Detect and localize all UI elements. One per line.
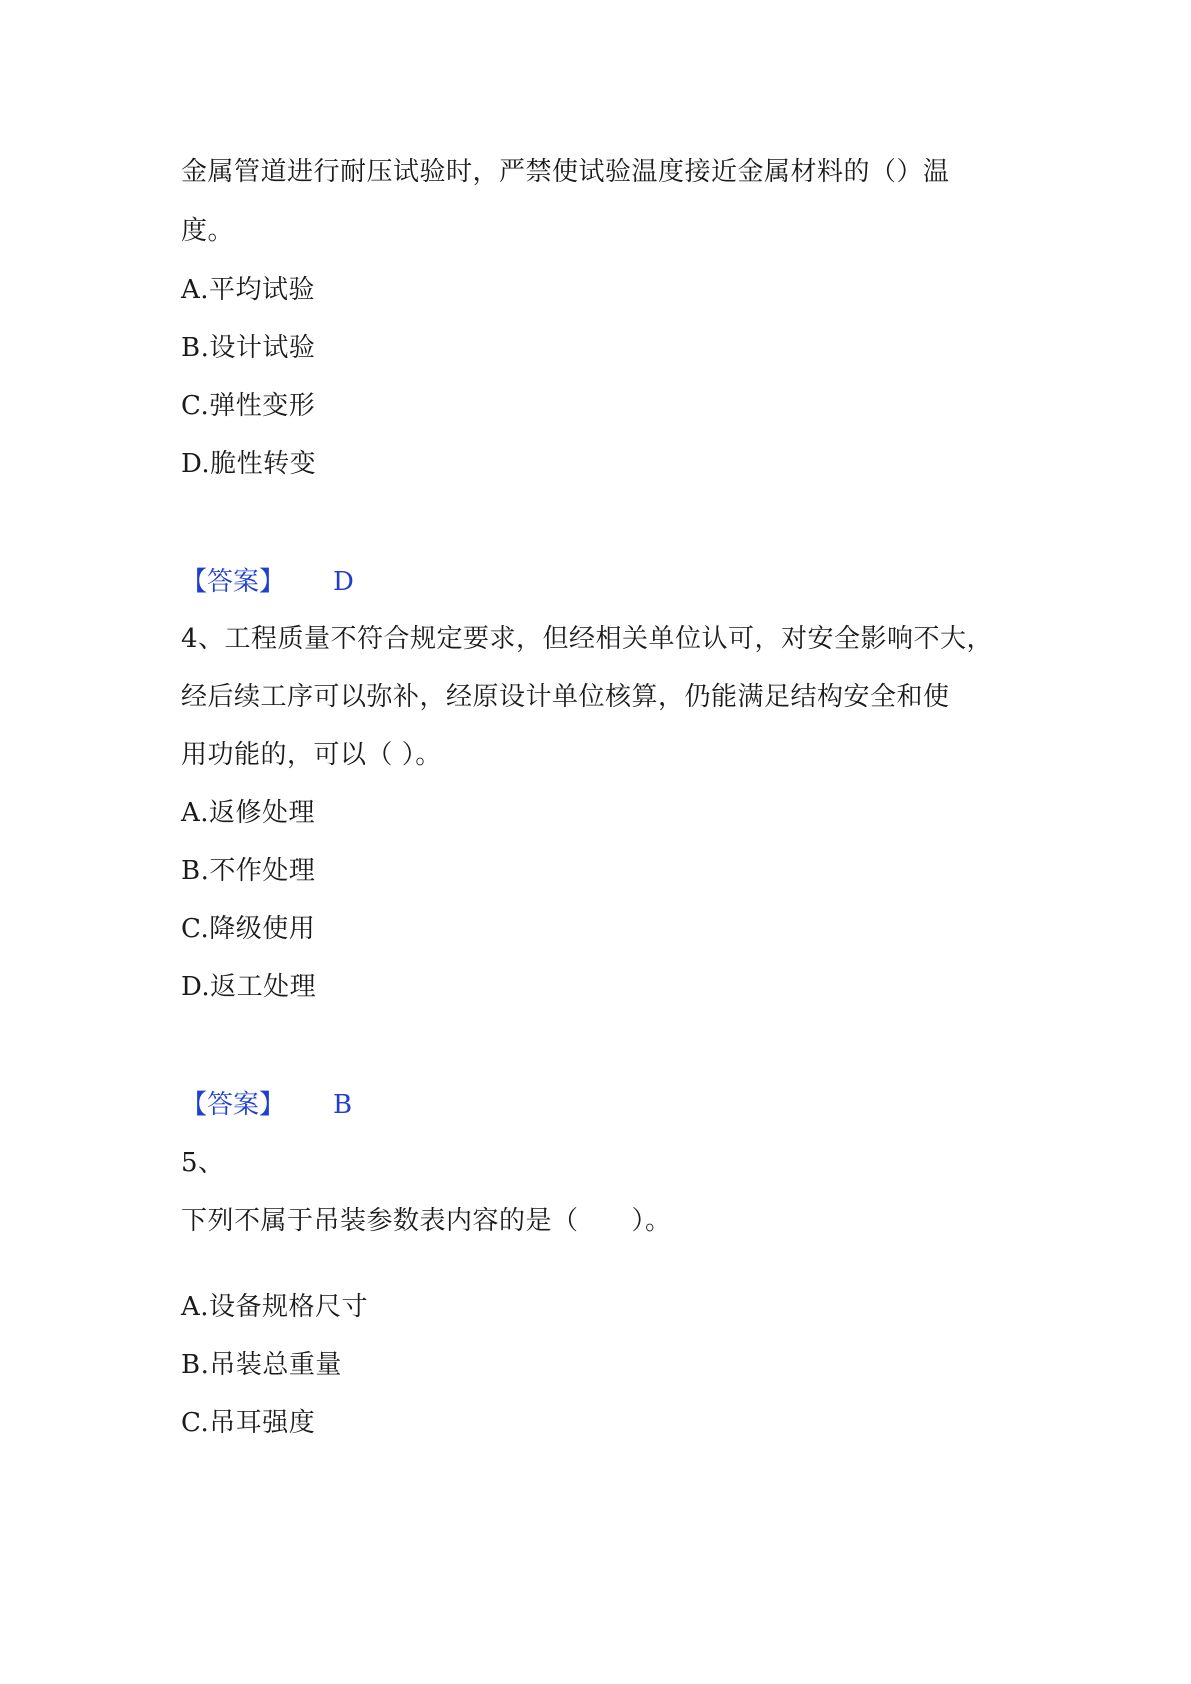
q4-stem-line-1: 4、工程质量不符合规定要求，但经相关单位认可，对安全影响不大， xyxy=(181,624,994,654)
q3-option-b: B.设计试验 xyxy=(181,333,316,363)
q5-option-a: A.设备规格尺寸 xyxy=(181,1292,369,1322)
q3-option-d: D.脆性转变 xyxy=(181,449,317,479)
q5-option-b: B.吊装总重量 xyxy=(181,1350,342,1380)
q4-answer-label: 【答案】 xyxy=(181,1090,286,1120)
q3-answer-value: D xyxy=(333,567,354,597)
q4-option-a: A.返修处理 xyxy=(181,798,316,828)
q4-answer xyxy=(181,1088,353,1122)
q5-number: 5、 xyxy=(181,1148,225,1178)
q4-option-d: D.返工处理 xyxy=(181,972,317,1002)
q3-option-c: C.弹性变形 xyxy=(181,391,316,421)
q4-stem-line-3: 用功能的，可以（ ）。 xyxy=(181,740,442,770)
q3-stem-line-1: 金属管道进行耐压试验时，严禁使试验温度接近金属材料的（）温 xyxy=(181,157,950,187)
q3-answer-label: 【答案】 xyxy=(181,567,286,597)
q4-stem-line-2: 经后续工序可以弥补，经原设计单位核算，仍能满足结构安全和使 xyxy=(181,682,950,712)
q3-answer xyxy=(181,565,354,599)
q4-option-b: B.不作处理 xyxy=(181,856,316,886)
q5-stem-line-1: 下列不属于吊装参数表内容的是（ ）。 xyxy=(181,1206,672,1236)
q4-option-c: C.降级使用 xyxy=(181,914,316,944)
q5-option-c: C.吊耳强度 xyxy=(181,1408,316,1438)
q4-answer-value: B xyxy=(333,1090,353,1120)
q3-option-a: A.平均试验 xyxy=(181,275,316,305)
q3-stem-line-2: 度。 xyxy=(181,216,235,246)
